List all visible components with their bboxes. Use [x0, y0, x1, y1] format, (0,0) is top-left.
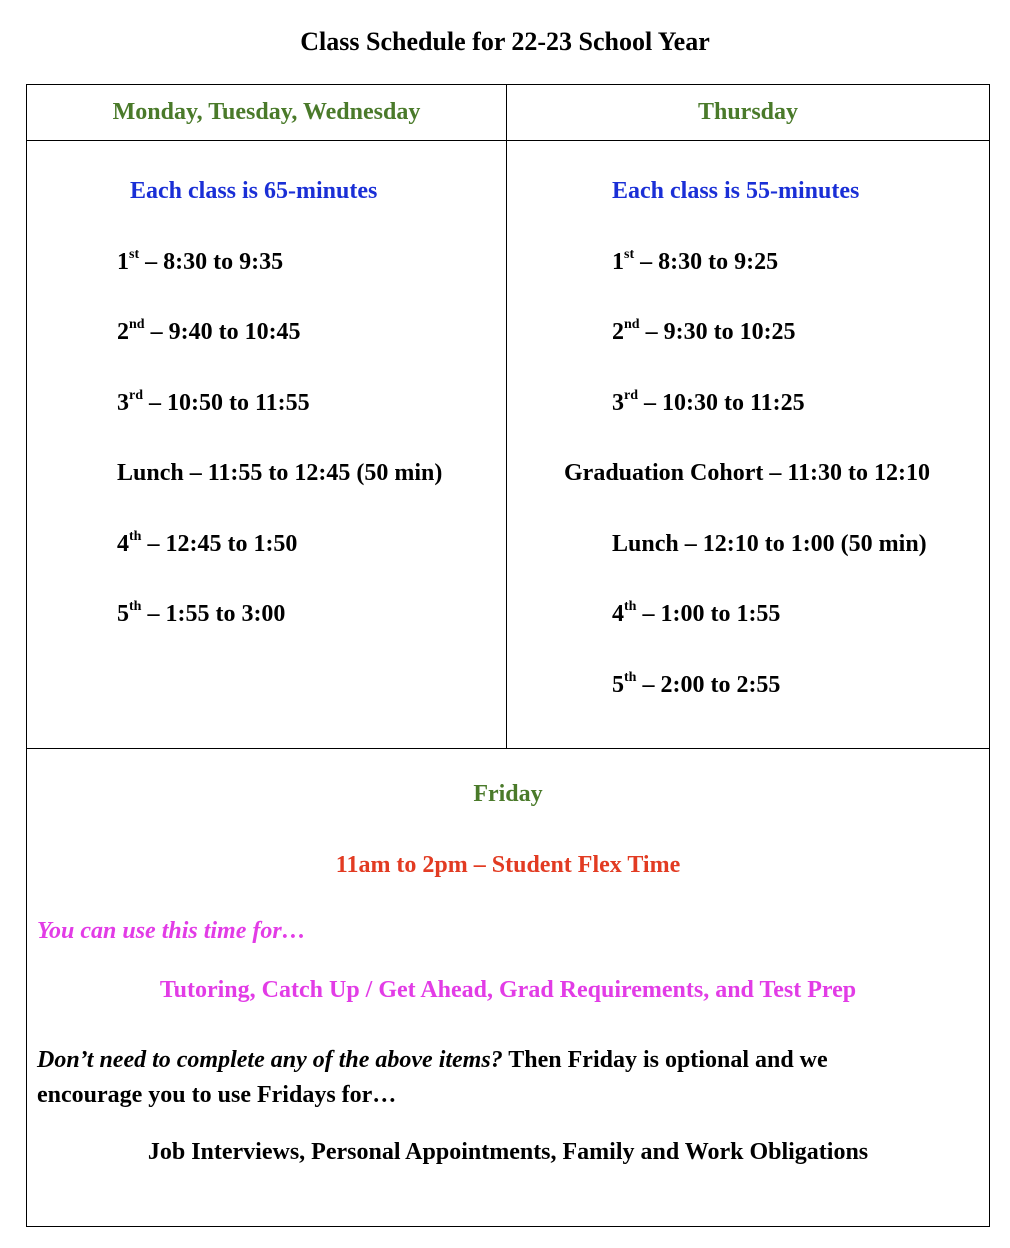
mtw-period-4: 4th – 12:45 to 1:50: [117, 529, 298, 557]
friday-divider: [27, 748, 989, 749]
friday-flex-time: 11am to 2pm – Student Flex Time: [335, 852, 681, 878]
friday-alternatives: Job Interviews, Personal Appointments, Family and Work Obligations: [147, 1139, 869, 1165]
friday-header: Friday: [473, 781, 543, 807]
friday-optional-text: Then Friday is optional and we encourage you to use Fridays for…: [37, 1047, 828, 1108]
thursday-class-length: Each class is 55-minutes: [612, 178, 860, 204]
friday-use-intro: You can use this time for…: [37, 918, 306, 944]
thursday-period-5: 5th – 2:00 to 2:55: [612, 670, 781, 698]
thursday-period-4: 4th – 1:00 to 1:55: [612, 599, 781, 627]
schedule-table: [26, 84, 990, 1227]
column-divider: [506, 85, 507, 748]
thursday-header: Thursday: [697, 99, 799, 125]
friday-uses: Tutoring, Catch Up / Get Ahead, Grad Requirements, and Test Prep: [159, 977, 857, 1003]
thursday-lunch: Lunch – 12:10 to 1:00 (50 min): [612, 531, 927, 557]
mtw-lunch: Lunch – 11:55 to 12:45 (50 min): [117, 460, 443, 486]
thursday-period-3: 3rd – 10:30 to 11:25: [612, 388, 805, 416]
mtw-class-length: Each class is 65-minutes: [130, 178, 378, 204]
mtw-header: Monday, Tuesday, Wednesday: [112, 99, 421, 125]
mtw-period-5: 5th – 1:55 to 3:00: [117, 599, 286, 627]
friday-optional-paragraph: [37, 1043, 937, 1113]
page-title: Class Schedule for 22-23 School Year: [300, 27, 710, 56]
mtw-period-1: 1st – 8:30 to 9:35: [117, 247, 284, 275]
thursday-period-2: 2nd – 9:30 to 10:25: [612, 317, 796, 345]
thursday-period-1: 1st – 8:30 to 9:25: [612, 247, 779, 275]
mtw-period-3: 3rd – 10:50 to 11:55: [117, 388, 310, 416]
mtw-period-2: 2nd – 9:40 to 10:45: [117, 317, 301, 345]
friday-question: Don’t need to complete any of the above items?: [37, 1047, 503, 1073]
header-divider: [27, 140, 989, 141]
thursday-graduation-cohort: Graduation Cohort – 11:30 to 12:10: [564, 460, 930, 486]
